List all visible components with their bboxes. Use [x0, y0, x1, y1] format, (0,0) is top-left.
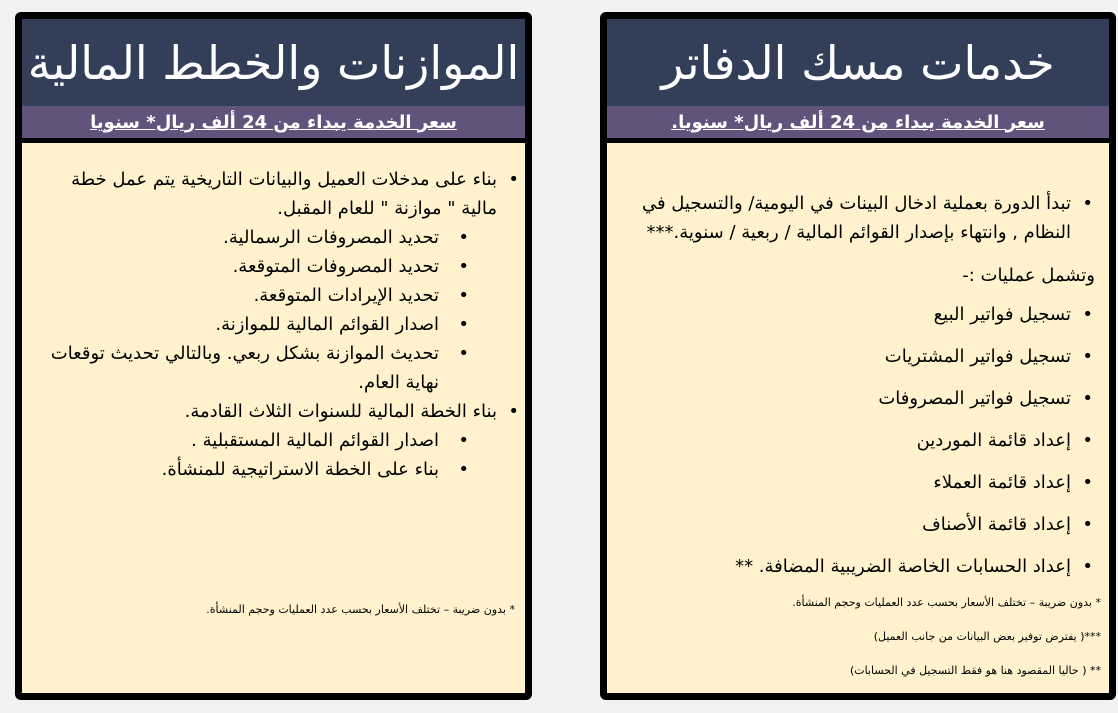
list-item-text: إعداد قائمة الأصناف: [922, 514, 1071, 535]
card-title: الموازنات والخطط المالية: [22, 19, 525, 106]
list-item-text: تسجيل فواتير البيع: [933, 304, 1071, 325]
card-body: [607, 143, 1109, 693]
list-item: [617, 420, 1093, 462]
sub-list-item-text: تحديد المصروفات الرسمالية.: [223, 227, 439, 248]
list-item: [617, 546, 1093, 588]
sub-list-item: [36, 310, 469, 339]
sub-list-item: [36, 455, 469, 484]
bullet-icon: •: [1082, 514, 1093, 535]
list-item-text: إعداد قائمة العملاء: [933, 472, 1071, 493]
bullet-icon: •: [458, 343, 469, 364]
list-item-text: تسجيل فواتير المشتريات: [884, 346, 1071, 367]
list-item-text: بناء على مدخلات العميل والبيانات التاريخية يتم عمل خطة مالية " موازنة " للعام المقبل.: [71, 169, 497, 219]
list-item: [36, 165, 519, 397]
list-item-text: تسجيل فواتير المصروفات: [878, 388, 1071, 409]
sub-list-item-text: تحديد المصروفات المتوقعة.: [232, 256, 439, 277]
footnote: ** ( حاليا المقصود هنا هو فقط التسجيل في الحسابات): [849, 664, 1101, 677]
sub-list-item: [36, 223, 469, 252]
list-item-text: بناء الخطة المالية للسنوات الثلاث القادمة.: [184, 401, 497, 422]
list-item: [617, 189, 1093, 247]
list-item: [617, 462, 1093, 504]
bullet-icon: •: [1082, 193, 1093, 214]
list-item-text: إعداد الحسابات الخاصة الضريبية المضافة. **: [735, 556, 1071, 577]
list-item-text: إعداد قائمة الموردين: [916, 430, 1071, 451]
sub-list-item: [36, 339, 497, 397]
card-body: [22, 143, 525, 693]
sub-list-item-text: بناء على الخطة الاستراتيجية للمنشأة.: [161, 459, 439, 480]
bullet-icon: •: [458, 256, 469, 277]
bullet-icon: •: [1082, 346, 1093, 367]
price-banner: سعر الخدمة يبداء من 24 ألف ريال* سنويا.: [607, 106, 1109, 138]
bullet-icon: •: [458, 430, 469, 451]
bullet-icon: •: [1082, 472, 1093, 493]
intro-list: [617, 189, 1093, 247]
bullet-icon: •: [458, 314, 469, 335]
sub-list-item-text: اصدار القوائم المالية المستقبلية .: [191, 430, 439, 451]
sub-list-item-text: تحديد الإيرادات المتوقعة.: [253, 285, 439, 306]
bullet-icon: •: [1082, 304, 1093, 325]
service-list: [36, 165, 519, 484]
list-item: [36, 397, 519, 484]
operations-heading: وتشمل عمليات :-: [962, 265, 1095, 286]
footnote: ***( يفترض توفير بعض البيانات من جانب العميل): [873, 630, 1101, 643]
sub-list-item-text: اصدار القوائم المالية للموازنة.: [215, 314, 439, 335]
bullet-icon: •: [1082, 556, 1093, 577]
bullet-icon: •: [1082, 388, 1093, 409]
list-item: [617, 336, 1093, 378]
footnote: * بدون ضريبة – تختلف الأسعار بحسب عدد العمليات وحجم المنشأة.: [206, 603, 515, 616]
sub-list: [36, 223, 469, 397]
intro-text: تبدأ الدورة بعملية ادخال البينات في اليومية/ والتسجيل في النظام , وانتهاء بإصدار القوائم المالية / ربعية / سنوية.***: [641, 193, 1071, 243]
list-item: [617, 294, 1093, 336]
bullet-icon: •: [458, 227, 469, 248]
sub-list-item: [36, 252, 469, 281]
sub-list-item: [36, 426, 469, 455]
sub-list-item-text: تحديث الموازنة بشكل ربعي. وبالتالي تحديث توقعات نهاية العام.: [50, 343, 439, 393]
list-item: [617, 504, 1093, 546]
sub-list: [36, 426, 469, 484]
list-item: [617, 378, 1093, 420]
card-title: خدمات مسك الدفاتر: [607, 19, 1109, 106]
footnotes: [792, 595, 1101, 697]
footnote: * بدون ضريبة – تختلف الأسعار بحسب عدد العمليات وحجم المنشأة.: [792, 596, 1101, 609]
bullet-icon: •: [508, 169, 519, 190]
bullet-icon: •: [458, 285, 469, 306]
price-banner: سعر الخدمة يبداء من 24 ألف ريال* سنويا: [22, 106, 525, 138]
bullet-icon: •: [1082, 430, 1093, 451]
bookkeeping-card: [600, 12, 1116, 700]
sub-list-item: [36, 281, 469, 310]
bullet-icon: •: [508, 401, 519, 422]
budgets-card: [15, 12, 532, 700]
bullet-icon: •: [458, 459, 469, 480]
operations-list: [617, 294, 1093, 588]
